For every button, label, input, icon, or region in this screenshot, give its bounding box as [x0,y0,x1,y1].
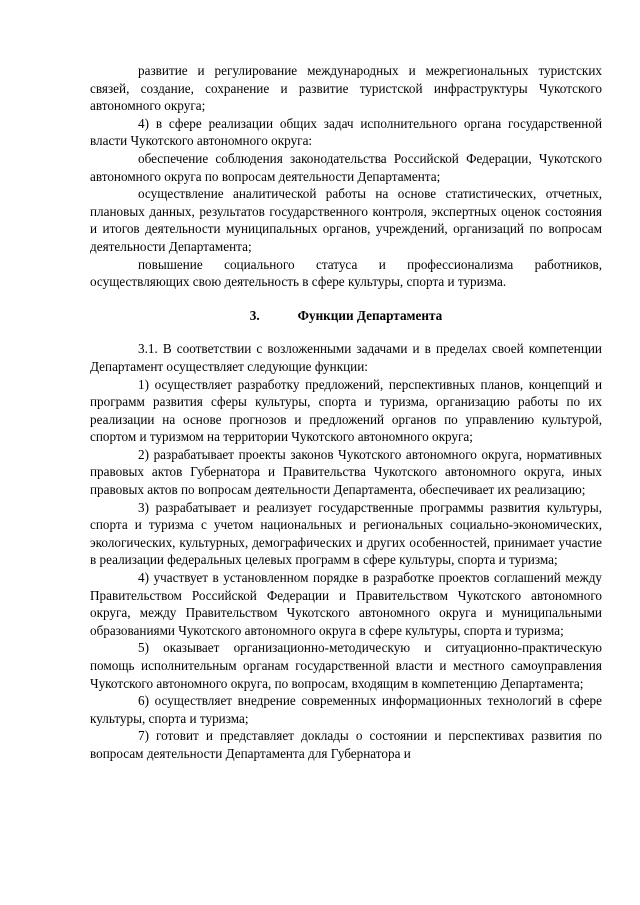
paragraph: 7) готовит и представляет доклады о состоянии и перспективах развития по вопросам деятельности Департамента для Губернатора и [90,728,602,761]
paragraph: 2) разрабатывает проекты законов Чукотского автономного округа, нормативных правовых актов Губернатора и Правительства Чукотского автономного округа, иных правовых актов по вопросам деятельности Департамента, обеспечивает их реализацию; [90,446,602,498]
paragraph: 1) осуществляет разработку предложений, перспективных планов, концепций и программ развития сферы культуры, спорта и туризма, организацию работы по их реализации на основе прогнозов и предложений органов по управлению культурой, спортом и туризмом на территории Чукотского автономного округа; [90,376,602,445]
paragraph: 3) разрабатывает и реализует государственные программы развития культуры, спорта и туризма с учетом национальных и региональных социально-экономических, экологических, культурных, демографических и других особенностей, принимает участие в реализации федеральных целевых программ в сфере культуры, спорта и туризма; [90,499,602,568]
paragraph: 4) участвует в установленном порядке в разработке проектов соглашений между Правительством Российской Федерации и Правительством Чукотского автономного округа, между Правительством Чукотского автономного округа и муниципальными образованиями Чукотского автономного округа в сфере культуры, спорта и туризма; [90,570,602,638]
paragraph: 5) оказывает организационно-методическую и ситуационно-практическую помощь исполнительным органам государственной власти и местного самоуправления Чукотского автономного округа, по вопросам, входящим в компетенцию Департамента; [90,640,602,691]
document-page [90,62,602,763]
paragraph: развитие и регулирование международных и межрегиональных туристских связей, создание, сохранение и развитие туристской инфраструктуры Чукотского автономного округа; [90,63,602,114]
section-title: Функции Департамента [297,307,443,323]
paragraph: повышение социального статуса и профессионализма работников, осуществляющих свою деятельность в сфере культуры, спорта и туризма. [90,256,602,290]
paragraph: 4) в сфере реализации общих задач исполнительного органа государственной власти Чукотского автономного округа: [90,115,602,149]
section-number: 3. [249,307,260,323]
section-heading [90,307,602,325]
paragraph: осуществление аналитической работы на основе статистических, отчетных, плановых данных, результатов государственного контроля, экспертных оценок состояния и итогов деятельности муниципальных органов, учреждений, организаций по вопросам деятельности Департамента; [90,186,602,254]
paragraph: обеспечение соблюдения законодательства Российской Федерации, Чукотского автономного округа по вопросам деятельности Департамента; [90,150,602,184]
paragraph: 6) осуществляет внедрение современных информационных технологий в сфере культуры, спорта и туризма; [90,693,602,726]
paragraph: 3.1. В соответствии с возложенными задачами и в пределах своей компетенции Департамент осуществляет следующие функции: [90,341,602,374]
